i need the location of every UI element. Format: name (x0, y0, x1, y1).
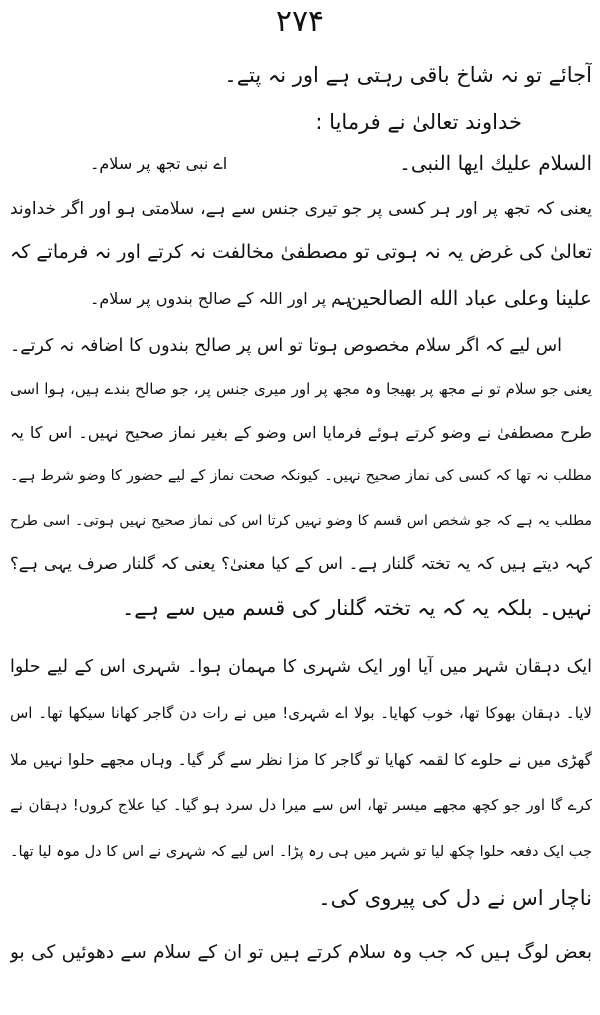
text-line: اس لیے کہ اگر سلام مخصوص ہوتا تو اس پر صالح بندوں کا اضافہ نہ کرتے۔ (10, 336, 562, 356)
text-line: یعنی جو سلام تو نے مجھ پر بھیجا وہ مجھ پر اور میری جنس پر، جو صالح بندے ہیں، ہوا اسی (10, 380, 592, 398)
quote-arabic: السلام علیك ایها النبی۔ (399, 151, 592, 175)
text-line: خداوند تعالیٰ نے فرمایا : (315, 110, 522, 134)
text-line: بعض لوگ ہیں کہ جب وہ سلام کرتے ہیں تو ان کے سلام سے دھوئیں کی بو (10, 942, 592, 963)
text-line: ایک دہقان شہر میں آیا اور ایک شہری کا مہمان ہوا۔ شہری اس کے لیے حلوا (10, 657, 592, 677)
text-line: ناچار اس نے دل کی پیروی کی۔ (318, 886, 592, 910)
text-line: جب ایک دفعہ حلوا چکھ لیا تو شہر میں ہی رہ پڑا۔ اس لیے کہ شہری نے اس کا دل موہ لیا تھا۔ (10, 844, 592, 860)
text-line: مطلب یہ ہے کہ جو شخص اس قسم کا وضو نہیں کرتا اس کی نماز صحیح نہیں ہوتی۔ اسی طرح (10, 513, 592, 529)
text-line: گھڑی میں نے حلوے کا لقمہ کھایا تو گاجر کا مزا نظر سے گر گیا۔ وہاں مجھے حلوا نہیں ملا (10, 751, 592, 769)
page-number: ۲۷۴ (275, 4, 325, 39)
quote-2 (10, 283, 592, 313)
text-line: آجائے تو نہ شاخ باقی رہتی ہے اور نہ پتے۔ (224, 63, 592, 87)
text-line: تعالیٰ کی غرض یہ نہ ہوتی تو مصطفیٰ مخالفت نہ کرتے اور نہ فرماتے کہ (10, 241, 592, 263)
text-line: نہیں۔ بلکہ یہ کہ یہ تختہ گلنار کی قسم میں سے ہے۔ (121, 596, 592, 620)
quote-translation: ہم پر اور اللہ کے صالح بندوں پر سلام۔ (90, 289, 352, 308)
text-line: کرے گا اور جو کچھ مجھے میسر تھا، اس سے میرا دل سرد ہو گیا۔ کیا علاج کروں! دہقان نے (10, 796, 592, 814)
text-line: کہہ دیتے ہیں کہ یہ تختہ گلنار ہے۔ اس کے کیا معنیٰ؟ یعنی کہ گلنار صرف یہی ہے؟ (10, 554, 592, 573)
text-line: لایا۔ دہقان بھوکا تھا، خوب کھایا۔ بولا اے شہری! میں نے رات دن گاجر کھانا سیکھا تھا۔ اس (10, 704, 592, 722)
text-line: طرح مصطفیٰ نے وضو کرتے ہوئے فرمایا اس وضو کے بغیر نماز صحیح نہیں۔ اس کا یہ (10, 423, 592, 442)
text-line: یعنی کہ تجھ پر اور ہر کسی پر جو تیری جنس سے ہے، سلامتی ہو اور اگر خداوند (10, 199, 592, 219)
quote-arabic: علینا وعلی عباد الله الصالحین۔ (335, 286, 592, 310)
quote-1 (10, 148, 592, 178)
text-line: مطلب نہ تھا کہ کسی کی نماز صحیح نہیں۔ کیونکہ صحت نماز کے لیے حضور کا وضو شرط ہے۔ (10, 468, 592, 484)
quote-translation: اے نبی تجھ پر سلام۔ (90, 154, 228, 173)
